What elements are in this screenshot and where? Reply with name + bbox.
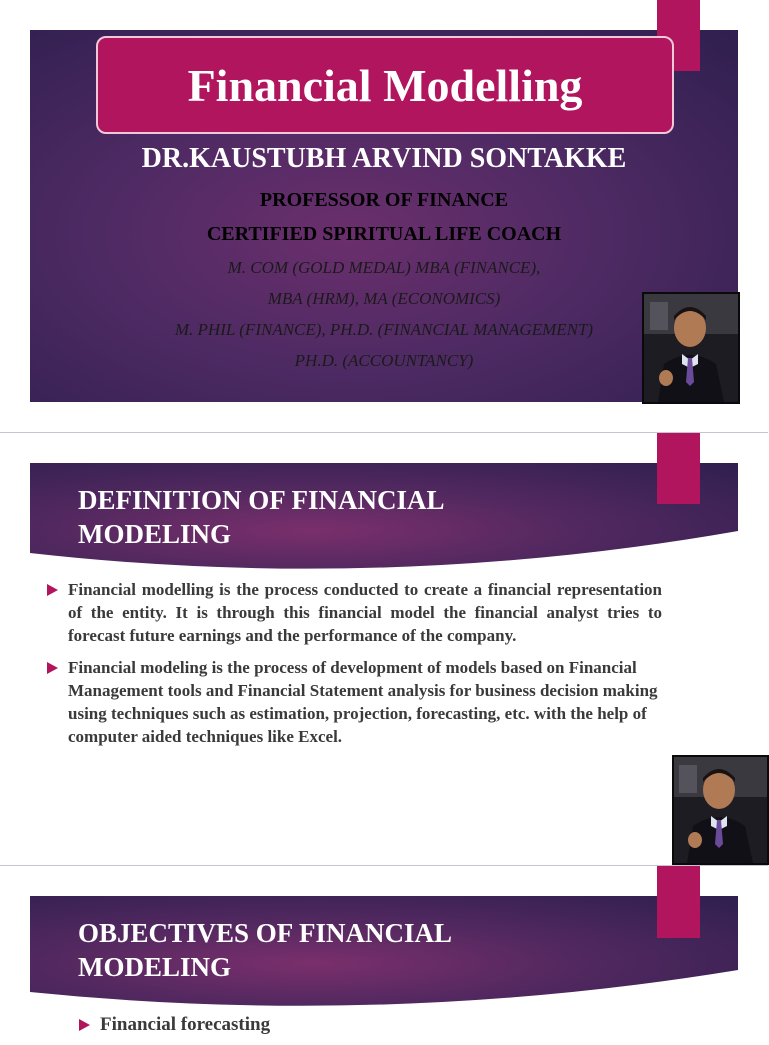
person-photo-icon xyxy=(674,757,767,863)
qualification-1: M. COM (GOLD MEDAL) MBA (FINANCE), xyxy=(227,258,541,277)
slide-objectives xyxy=(0,866,768,1035)
slide-title-text: Financial Modelling xyxy=(187,59,583,111)
person-photo-icon xyxy=(644,294,738,402)
section-heading-line-2: MODELING xyxy=(78,952,232,982)
bullet-list xyxy=(44,578,662,757)
presenter-role-2: CERTIFIED SPIRITUAL LIFE COACH xyxy=(206,223,562,245)
bullet-list xyxy=(76,1013,676,1045)
presenter-role-1: PROFESSOR OF FINANCE xyxy=(259,189,509,211)
bullet-text: Financial modeling is the process of development of models based on Financial Management tools and Financial Statement analysis for business decision making using techniques such as estimation, projection, forecasting, etc. with the help of computer aided techniques like Excel. xyxy=(68,658,658,746)
section-heading xyxy=(78,916,452,984)
bullet-text: Financial forecasting xyxy=(100,1014,271,1035)
triangle-right-icon xyxy=(47,584,58,596)
triangle-right-icon xyxy=(79,1019,90,1031)
title-banner xyxy=(96,36,674,134)
bullet-item xyxy=(44,656,662,748)
section-heading-line-1: OBJECTIVES OF FINANCIAL xyxy=(78,918,453,948)
section-heading-line-2: MODELING xyxy=(78,519,232,549)
section-heading-line-1: DEFINITION OF FINANCIAL xyxy=(78,485,445,515)
triangle-right-icon xyxy=(47,662,58,674)
bullet-text: Financial modelling is the process conducted to create a financial representation of the entity. It is through this financial model the financial analyst tries to forecast future earnings and the performance of the company. xyxy=(68,580,662,645)
presenter-photo xyxy=(672,755,769,865)
bullet-item xyxy=(44,578,662,647)
qualification-4: PH.D. (ACCOUNTANCY) xyxy=(294,351,474,370)
accent-tab xyxy=(657,866,700,938)
header-band xyxy=(30,896,738,1008)
presenter-photo xyxy=(642,292,740,404)
bullet-item xyxy=(76,1013,676,1036)
accent-tab xyxy=(657,433,700,504)
section-heading xyxy=(78,483,445,551)
slide-title xyxy=(0,0,768,432)
qualification-2: MBA (HRM), MA (ECONOMICS) xyxy=(267,289,501,308)
slide-definition xyxy=(0,433,768,864)
qualification-3: M. PHIL (FINANCE), PH.D. (FINANCIAL MANAGEMENT) xyxy=(174,320,594,339)
header-band xyxy=(30,463,738,575)
presenter-name: DR.KAUSTUBH ARVIND SONTAKKE xyxy=(141,143,627,174)
